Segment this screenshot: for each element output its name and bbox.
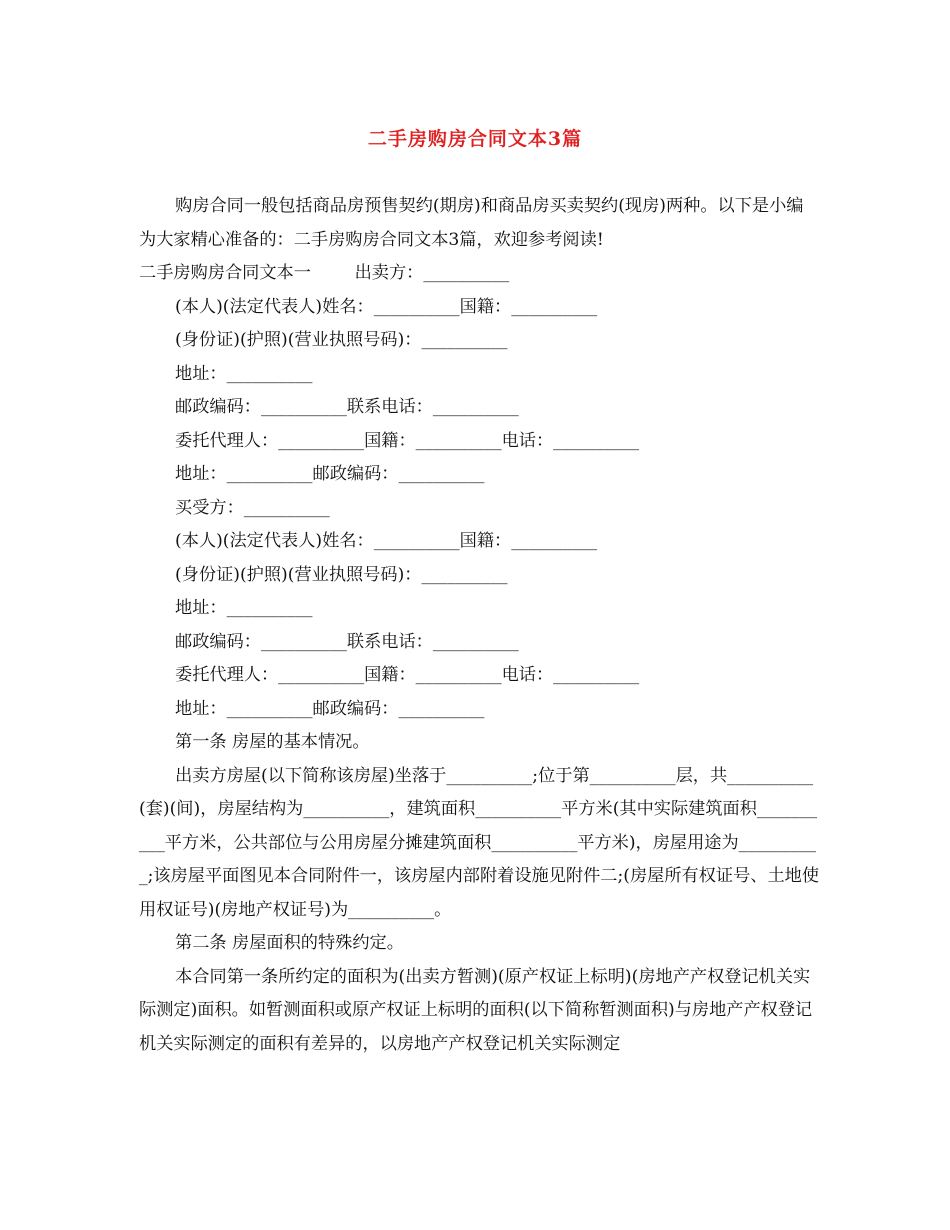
seller-agent-address-line: 地址：__________邮政编码：__________: [175, 464, 485, 484]
buyer-agent-line: 委托代理人：__________国籍：__________电话：__________: [175, 665, 640, 685]
contract-heading-seller: 二手房购房合同文本一 出卖方：__________: [139, 263, 510, 283]
seller-postcode-line: 邮政编码：__________联系电话：__________: [175, 397, 519, 417]
article-1-paragraph: 出卖方房屋(以下简称该房屋)坐落于__________;位于第__________层，共__________(套)(间)，房屋结构为__________，建筑面积__________平方米(其中实际建筑面积__________平方米，公共部位与公用房屋分摊建筑面积__________平方米)，房屋用途为__________;该房屋平面图见本合同附件一，该房屋内部附着设施见附件二;(房屋所有权证号、土地使用权证号)(房地产权证号)为__________。: [139, 765, 820, 920]
document-body: [139, 190, 819, 1061]
buyer-postcode-line: 邮政编码：__________联系电话：__________: [175, 631, 519, 652]
article-2-heading: 第二条 房屋面积的特殊约定。: [175, 933, 404, 953]
seller-agent-line: 委托代理人：__________国籍：__________电话：__________: [175, 430, 640, 451]
document-title: 二手房购房合同文本3篇: [367, 128, 583, 150]
seller-address-line: 地址：__________: [175, 363, 313, 384]
intro-paragraph: 购房合同一般包括商品房预售契约(期房)和商品房买卖契约(现房)两种。以下是小编为大家精心准备的：二手房购房合同文本3篇，欢迎参考阅读!: [139, 196, 804, 250]
buyer-id-line: (身份证)(护照)(营业执照号码)：__________: [175, 564, 508, 585]
buyer-agent-address-line: 地址：__________邮政编码：__________: [175, 698, 485, 719]
seller-id-line: (身份证)(护照)(营业执照号码)：__________: [175, 330, 508, 350]
article-1-heading: 第一条 房屋的基本情况。: [175, 732, 370, 752]
buyer-name-line: (本人)(法定代表人)姓名：__________国籍：__________: [175, 531, 598, 551]
buyer-address-line: 地址：__________: [175, 598, 313, 618]
buyer-line: 买受方：__________: [175, 497, 330, 518]
seller-name-line: (本人)(法定代表人)姓名：__________国籍：__________: [175, 296, 598, 317]
article-2-paragraph: 本合同第一条所约定的面积为(出卖方暂测)(原产权证上标明)(房地产产权登记机关实际测定)面积。如暂测面积或原产权证上标明的面积(以下简称暂测面积)与房地产产权登记机关实际测定的面积有差异的，以房地产产权登记机关实际测定: [139, 966, 813, 1054]
